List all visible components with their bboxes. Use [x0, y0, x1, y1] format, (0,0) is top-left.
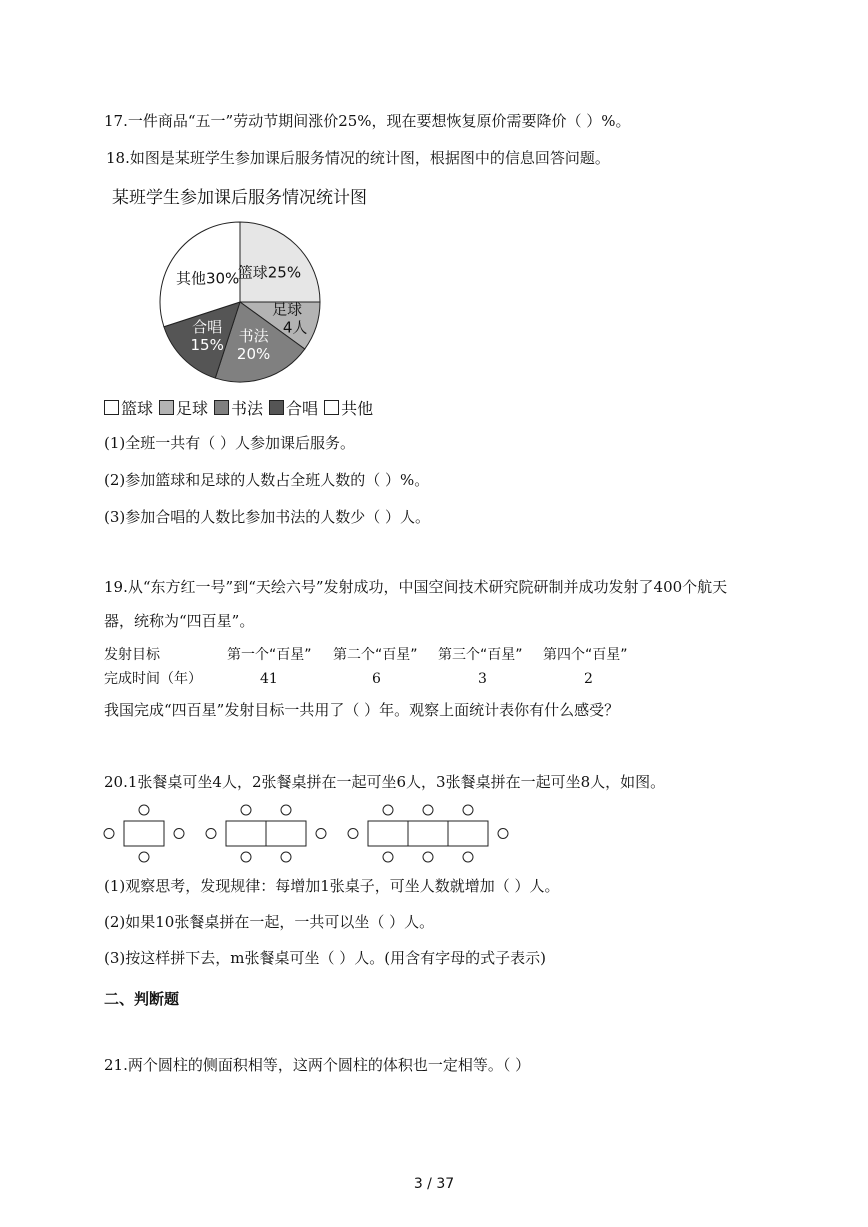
page-number: 3 / 37: [413, 1176, 455, 1192]
seat: [383, 852, 393, 862]
table-header-2: 第二个“百星”: [333, 647, 418, 663]
seat: [206, 829, 216, 839]
question-20-sub1: (1)观察思考，发现规律：每增加1张桌子，可坐人数就增加（ ）人。: [104, 877, 560, 895]
legend-swatch: [269, 400, 284, 415]
dining-table: [266, 821, 306, 846]
legend-item-合唱: [269, 396, 318, 419]
question-19-line1: 19.从“东方红一号”到“天绘六号”发射成功，中国空间技术研究院研制并成功发射了400个航天: [104, 578, 728, 596]
question-20-sub3: (3)按这样拼下去，m张餐桌可坐（ ）人。(用含有字母的式子表示): [104, 949, 546, 967]
legend-item-共他: [324, 396, 373, 419]
legend-swatch: [159, 400, 174, 415]
pie-label-合唱-name: 合唱: [192, 317, 223, 336]
legend-swatch: [104, 400, 119, 415]
legend-item-篮球: [104, 396, 153, 419]
section-title: 二、判断题: [104, 990, 180, 1008]
legend-label: 共他: [341, 399, 374, 418]
pie-label-书法-value: 20%: [236, 344, 271, 363]
seat: [463, 805, 473, 815]
legend-label: 合唱: [286, 399, 319, 418]
table-header-1: 第一个“百星”: [227, 647, 312, 663]
table-row-label-target: 发射目标: [104, 647, 160, 663]
question-21: 21.两个圆柱的侧面积相等，这两个圆柱的体积也一定相等。（ ）: [104, 1056, 531, 1074]
pie-label-书法-name: 书法: [238, 326, 269, 345]
seat: [241, 852, 251, 862]
question-18-sub2: (2)参加篮球和足球的人数占全班人数的（ ）%。: [104, 471, 430, 489]
dining-table: [368, 821, 408, 846]
seat: [241, 805, 251, 815]
seat: [139, 852, 149, 862]
dining-table: [408, 821, 448, 846]
legend-swatch: [214, 400, 229, 415]
dining-table: [226, 821, 266, 846]
pie-label-合唱-value: 15%: [190, 335, 224, 354]
seat: [498, 829, 508, 839]
pie-label-足球-value: 4人: [282, 318, 308, 337]
seat: [139, 805, 149, 815]
legend-swatch: [324, 400, 339, 415]
seat: [281, 805, 291, 815]
seat: [281, 852, 291, 862]
question-17: 17.一件商品“五一”劳动节期间涨价25%，现在要想恢复原价需要降价（ ）%。: [104, 112, 631, 130]
question-19-line2: 器，统称为“四百星”。: [104, 612, 255, 630]
legend-item-足球: [159, 396, 208, 419]
dining-table: [124, 821, 164, 846]
question-20-sub2: (2)如果10张餐桌拼在一起，一共可以坐（ ）人。: [104, 913, 435, 931]
seat: [174, 829, 184, 839]
legend-item-书法: [214, 396, 263, 419]
table-group-2: [206, 805, 326, 862]
pie-label-篮球: 篮球25%: [237, 263, 302, 282]
table-header-4: 第四个“百星”: [543, 647, 628, 663]
chart-legend: [104, 396, 373, 419]
seat: [316, 829, 326, 839]
seat: [348, 829, 358, 839]
table-value-2: 6: [372, 671, 381, 687]
seat: [463, 852, 473, 862]
dining-tables-figure: [96, 800, 516, 870]
pie-chart: [150, 212, 330, 392]
legend-label: 书法: [231, 399, 264, 418]
question-18-intro: 18.如图是某班学生参加课后服务情况的统计图，根据图中的信息回答问题。: [106, 149, 610, 167]
legend-label: 足球: [176, 399, 209, 418]
table-value-3: 3: [478, 671, 487, 687]
question-18-sub1: (1)全班一共有（ ）人参加课后服务。: [104, 434, 356, 452]
table-header-3: 第三个“百星”: [438, 647, 523, 663]
table-group-3: [348, 805, 508, 862]
chart-title: 某班学生参加课后服务情况统计图: [112, 188, 367, 208]
legend-label: 篮球: [121, 399, 154, 418]
question-18-sub3: (3)参加合唱的人数比参加书法的人数少（ ）人。: [104, 508, 431, 526]
seat: [423, 852, 433, 862]
seat: [104, 829, 114, 839]
dining-table: [448, 821, 488, 846]
seat: [423, 805, 433, 815]
table-value-1: 41: [260, 671, 278, 687]
table-value-4: 2: [584, 671, 593, 687]
pie-label-其他: 其他30%: [175, 269, 240, 288]
pie-slice-篮球: [237, 222, 320, 302]
seat: [383, 805, 393, 815]
question-20-intro: 20.1张餐桌可坐4人，2张餐桌拼在一起可坐6人，3张餐桌拼在一起可坐8人，如图。: [104, 773, 666, 791]
pie-label-足球-name: 足球: [272, 300, 303, 319]
question-19-question: 我国完成“四百星”发射目标一共用了（ ）年。观察上面统计表你有什么感受？: [104, 701, 620, 719]
table-row-label-time: 完成时间（年）: [104, 671, 202, 687]
table-group-1: [104, 805, 184, 862]
